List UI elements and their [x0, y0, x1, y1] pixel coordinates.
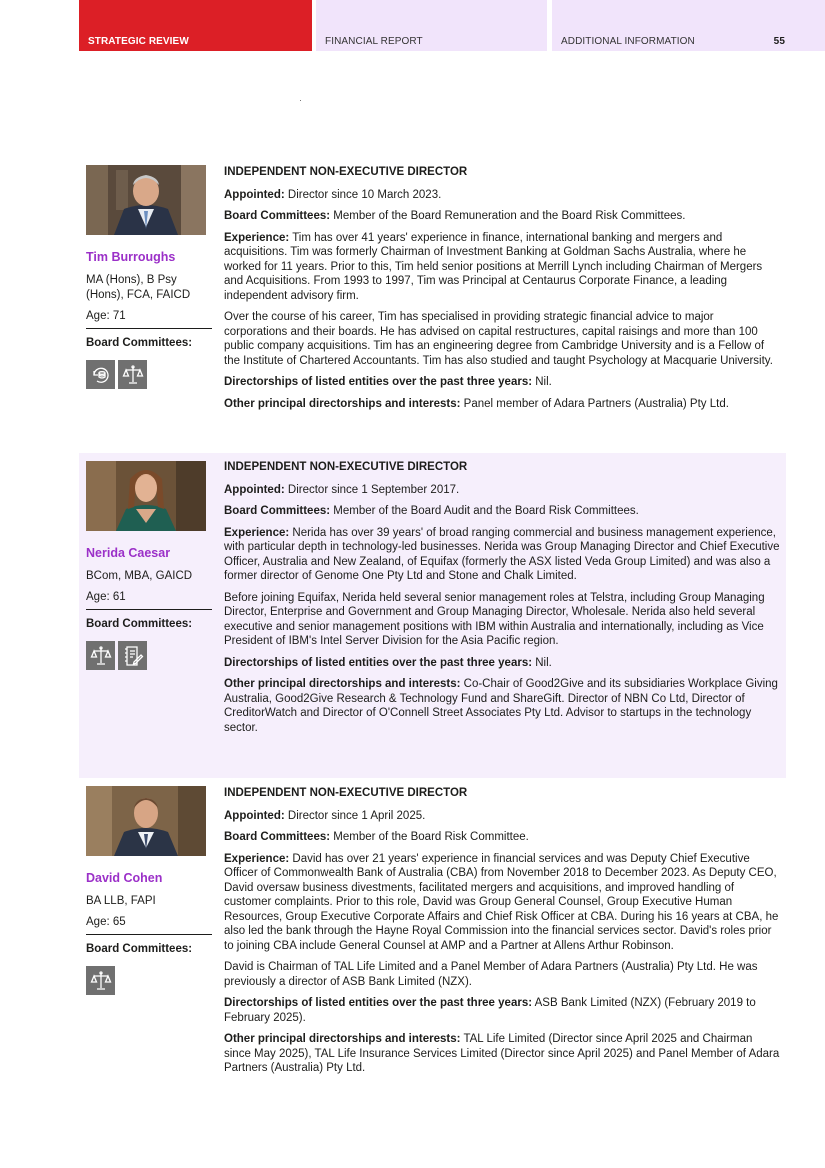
director-profile-tim-burroughs [79, 158, 786, 450]
tab-strategic-review[interactable] [79, 0, 312, 51]
risk-scales-icon [86, 966, 115, 995]
risk-scales-icon [86, 641, 115, 670]
appointed-paragraph: Appointed: Director since 1 April 2025. [224, 809, 426, 822]
appointed-paragraph: Appointed: Director since 1 September 2017. [224, 483, 460, 496]
director-photo [86, 461, 206, 531]
director-name: Tim Burroughs [86, 250, 176, 264]
other-directorships-paragraph: Other principal directorships and interests: Panel member of Adara Partners (Australia) Pty Ltd. [224, 397, 729, 410]
divider [86, 328, 212, 329]
listed-directorships-paragraph: Directorships of listed entities over the past three years: ASB Bank Limited (NZX) (February 2019 to February 2025). [224, 997, 756, 1024]
director-age: Age: 61 [86, 591, 126, 603]
other-directorships-paragraph: Other principal directorships and interests: Co-Chair of Good2Give and its subsidiaries Workplace Giving Australia, Good2Give Research & Technology Fund and ShareGift. Director of NBN Co Ltd, Director of CreditorWatch and Director of O'Connell Street Associates Pty Ltd. Advisor to startups in the technology sector. [224, 678, 778, 734]
committee-icons [86, 641, 212, 670]
committee-icons [86, 360, 212, 389]
tab-financial-report-label: FINANCIAL REPORT [325, 36, 423, 47]
director-name: David Cohen [86, 871, 163, 885]
appointed-paragraph: Appointed: Director since 10 March 2023. [224, 188, 442, 201]
remuneration-icon [86, 360, 115, 389]
experience-paragraph: Experience: Tim has over 41 years' experience in finance, international banking and mergers and acquisitions. Tim was formerly Chairman of Investment Banking at Goldman Sachs Australia, where he worked for 11 years. Prior to this, Tim held senior positions at Merrill Lynch including Chairman of Mergers and Acquisitions. From 1993 to 1997, Tim was Principal at Centaurus Corporate Finance, a leading independent advisory firm. [224, 231, 763, 302]
director-sidebar [86, 786, 212, 995]
tab-additional-information[interactable] [552, 0, 825, 51]
committee-icons [86, 966, 212, 995]
page-number: 55 [773, 36, 785, 47]
board-committees-label: Board Committees: [86, 337, 193, 349]
director-role: INDEPENDENT NON-EXECUTIVE DIRECTOR [224, 166, 468, 178]
director-role: INDEPENDENT NON-EXECUTIVE DIRECTOR [224, 461, 468, 473]
experience-paragraph: Experience: Nerida has over 39 years' of broad ranging commercial and business management experience, with particular depth in technology-led businesses. Nerida was Group Managing Director and Chief Executive Officer, Australia and New Zealand, of Equifax (formerly the ASX listed Veda Group Limited) and was also a former director of Genome One Pty Ltd and Stone and Chalk Limited. [224, 526, 780, 582]
director-name: Nerida Caesar [86, 546, 171, 560]
committees-paragraph: Board Committees: Member of the Board Remuneration and the Board Risk Committees. [224, 210, 686, 222]
listed-directorships-paragraph: Directorships of listed entities over the past three years: Nil. [224, 376, 552, 388]
director-details [224, 165, 780, 418]
stray-dot [300, 100, 301, 101]
audit-document-icon [118, 641, 147, 670]
listed-directorships-paragraph: Directorships of listed entities over the past three years: Nil. [224, 656, 552, 669]
experience-paragraph-2: David is Chairman of TAL Life Limited and a Panel Member of Adara Partners (Australia) Pty Ltd. He was previously a director of ASB Bank Limited (NZX). [224, 961, 758, 988]
experience-paragraph: Experience: David has over 21 years' experience in financial services and was Deputy Chief Executive Officer of Commonwealth Bank of Australia (CBA) from November 2018 to December 2023. As Deputy CEO, David oversaw business divestments, facilitated mergers and acquisitions, and improved handling of customer complaints. Prior to this role, David was Group General Counsel, Group Executive Human Resources, Group Executive Corporate Affairs and Chief Risk Officer at CBA. During his 16 years at CBA, he also led the bank through the Hayne Royal Commission into the financial services sector. David's roles prior to joining CBA include General Counsel at AMP and a Partner at Allens Arthur Robinson. [224, 852, 779, 952]
tab-strategic-review-label: STRATEGIC REVIEW [88, 36, 189, 47]
tab-additional-information-label: ADDITIONAL INFORMATION [561, 36, 695, 47]
director-sidebar [86, 165, 212, 389]
director-qualifications: BA LLB, FAPI [86, 895, 156, 907]
divider [86, 934, 212, 935]
board-committees-label: Board Committees: [86, 943, 193, 955]
committees-paragraph: Board Committees: Member of the Board Audit and the Board Risk Committees. [224, 505, 639, 517]
director-age: Age: 65 [86, 916, 126, 928]
director-qualifications: MA (Hons), B Psy (Hons), FCA, FAICD [86, 274, 191, 301]
director-age: Age: 71 [86, 310, 126, 322]
director-details [224, 786, 780, 1083]
director-qualifications: BCom, MBA, GAICD [86, 570, 193, 582]
divider [86, 609, 212, 610]
experience-paragraph-2: Before joining Equifax, Nerida held several senior management roles at Telstra, including Group Managing Director, Enterprise and Government and Group Managing Director, Wholesale. Nerida also held several executive and senior management positions with IBM within Australia and internationally, including as Vice President of IBM's Intel Server Division for the Asia Pacific region. [224, 591, 765, 647]
director-profile-nerida-caesar [79, 453, 786, 778]
director-details [224, 460, 780, 742]
experience-paragraph-2: Over the course of his career, Tim has specialised in providing strategic financial advice to major corporations and their boards. He has advised on capital restructures, capital raisings and more than 100 public company acquisitions. Tim has an engineering degree from Cambridge University and is a Fellow of the Institute of Chartered Accountants. Tim has also studied and taught Psychology at Macquarie University. [224, 311, 773, 367]
director-photo [86, 786, 206, 856]
committees-paragraph: Board Committees: Member of the Board Risk Committee. [224, 831, 529, 843]
board-committees-label: Board Committees: [86, 618, 193, 630]
other-directorships-paragraph: Other principal directorships and interests: TAL Life Limited (Director since April 2025 and Chairman since May 2025), TAL Life Insurance Services Limited (Director since April 2025) and Panel Member of Adara Partners (Australia) Pty Ltd. [224, 1033, 780, 1074]
director-profile-david-cohen [79, 779, 786, 1104]
director-sidebar [86, 461, 212, 670]
tab-financial-report[interactable] [316, 0, 547, 51]
risk-scales-icon [118, 360, 147, 389]
director-role: INDEPENDENT NON-EXECUTIVE DIRECTOR [224, 787, 468, 799]
director-photo [86, 165, 206, 235]
